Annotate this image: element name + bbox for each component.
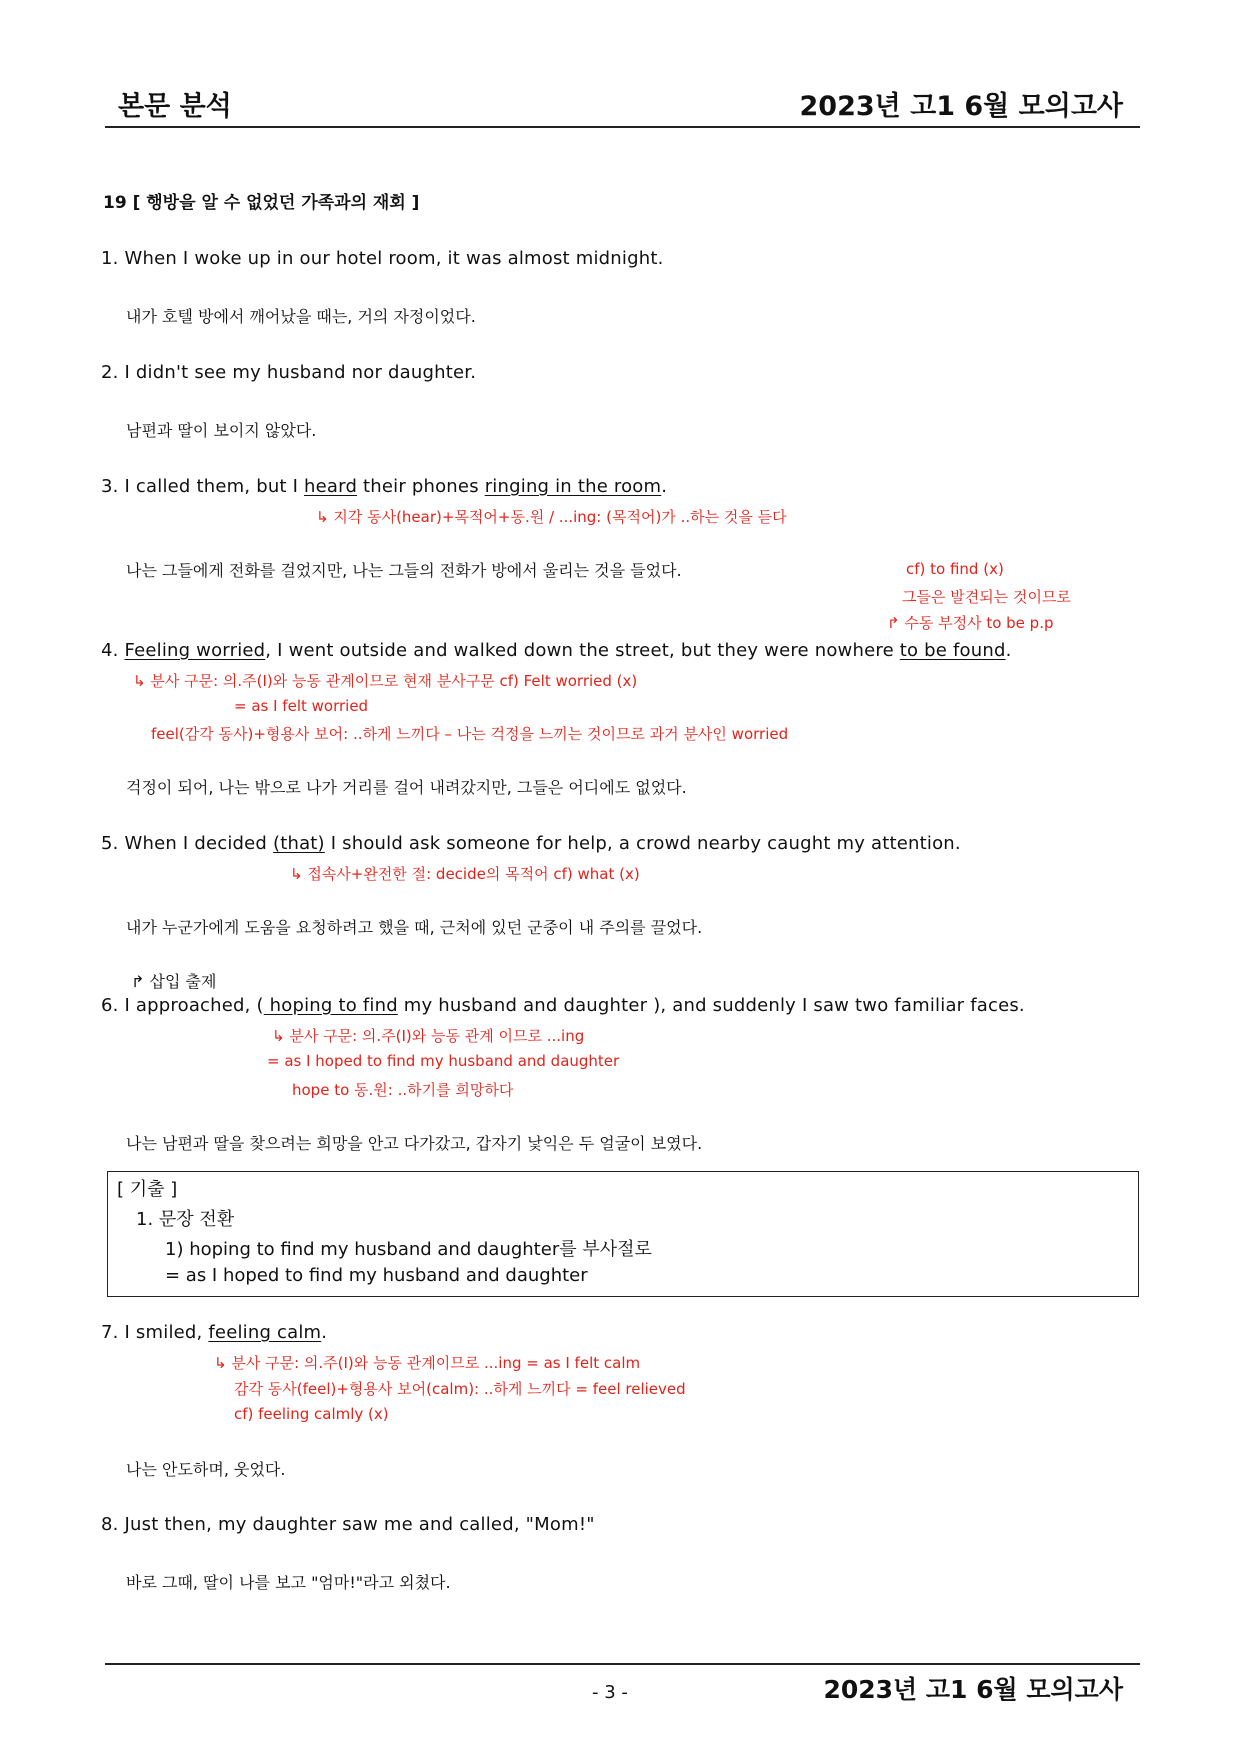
box-item: 1. 문장 전환 xyxy=(136,1209,235,1230)
side-note: cf) to find (x) xyxy=(906,560,1004,578)
grammar-note: hope to 동.원: ..하기를 희망하다 xyxy=(292,1081,514,1099)
underlined-phrase: hoping to find xyxy=(263,995,398,1016)
translation-4: 걱정이 되어, 나는 밖으로 나가 거리를 걸어 내려갔지만, 그들은 어디에도 없었다. xyxy=(126,778,687,797)
box-answer: = as I hoped to find my husband and daughter xyxy=(165,1265,588,1286)
sentence-5: 5. When I decided (that) I should ask someone for help, a crowd nearby caught my attention. xyxy=(101,833,961,854)
section-title: 19 [ 행방을 알 수 없었던 가족과의 재회 ] xyxy=(103,193,420,213)
header-title: 본문 분석 xyxy=(118,91,232,122)
translation-6: 나는 남편과 딸을 찾으려는 희망을 안고 다가갔고, 갑자기 낯익은 두 얼굴이 보였다. xyxy=(126,1134,703,1153)
grammar-note: ↳ 분사 구문: 의.주(I)와 능동 관계이므로 ...ing = as I felt calm xyxy=(214,1354,641,1372)
sentence-1: 1. When I woke up in our hotel room, it was almost midnight. xyxy=(101,248,664,269)
side-note: ↱ 수동 부정사 to be p.p xyxy=(887,614,1054,632)
underlined-phrase: feeling calm xyxy=(208,1322,322,1343)
translation-3: 나는 그들에게 전화를 걸었지만, 나는 그들의 전화가 방에서 울리는 것을 들었다. xyxy=(126,561,682,580)
translation-5: 내가 누군가에게 도움을 요청하려고 했을 때, 근처에 있던 군중이 내 주의를 끌었다. xyxy=(126,918,703,937)
grammar-note: 감각 동사(feel)+형용사 보어(calm): ..하게 느끼다 = feel relieved xyxy=(234,1380,686,1398)
grammar-note: ↳ 분사 구문: 의.주(I)와 능동 관계 이므로 ...ing xyxy=(272,1027,585,1045)
header-exam-title: 2023년 고1 6월 모의고사 xyxy=(799,91,1123,122)
translation-7: 나는 안도하며, 웃었다. xyxy=(126,1460,286,1479)
box-question: 1) hoping to find my husband and daughter를 부사절로 xyxy=(165,1239,652,1260)
box-title: [ 기출 ] xyxy=(117,1179,178,1200)
underlined-phrase: heard xyxy=(304,476,358,497)
sentence-6: 6. I approached, ( hoping to find my husband and daughter ), and suddenly I saw two familiar faces. xyxy=(101,995,1025,1016)
grammar-note: cf) feeling calmly (x) xyxy=(234,1405,389,1423)
translation-2: 남편과 딸이 보이지 않았다. xyxy=(126,421,317,440)
grammar-note: ↳ 분사 구문: 의.주(I)와 능동 관계이므로 현재 분사구문 cf) Felt worried (x) xyxy=(133,672,638,690)
underlined-phrase: ringing in the room xyxy=(484,476,662,497)
footer-exam-title: 2023년 고1 6월 모의고사 xyxy=(823,1675,1123,1704)
grammar-note: ↳ 접속사+완전한 절: decide의 목적어 cf) what (x) xyxy=(290,865,640,883)
underlined-phrase: to be found xyxy=(899,640,1006,661)
grammar-note: = as I felt worried xyxy=(234,697,369,715)
underlined-phrase: Feeling worried xyxy=(124,640,266,661)
translation-8: 바로 그때, 딸이 나를 보고 "엄마!"라고 외쳤다. xyxy=(126,1573,451,1592)
header-rule xyxy=(105,126,1140,128)
sentence-4: 4. Feeling worried, I went outside and walked down the street, but they were nowhere to be found. xyxy=(101,640,1012,661)
page-number: - 3 - xyxy=(592,1682,628,1703)
sentence-8: 8. Just then, my daughter saw me and called, "Mom!" xyxy=(101,1514,595,1535)
sentence-7: 7. I smiled, feeling calm. xyxy=(101,1322,328,1343)
past-exam-box xyxy=(107,1171,1139,1297)
grammar-note: feel(감각 동사)+형용사 보어: ..하게 느끼다 – 나는 걱정을 느끼는 것이므로 과거 분사인 worried xyxy=(151,725,789,743)
side-note: 그들은 발견되는 것이므로 xyxy=(902,588,1071,606)
underlined-phrase: (that) xyxy=(272,833,325,854)
sentence-3: 3. I called them, but I heard their phones ringing in the room. xyxy=(101,476,668,497)
grammar-note: = as I hoped to find my husband and daughter xyxy=(267,1052,620,1070)
footer-rule xyxy=(105,1663,1140,1665)
insertion-mark: ↱ 삽입 출제 xyxy=(131,972,217,991)
grammar-note: ↳ 지각 동사(hear)+목적어+동.원 / ...ing: (목적어)가 ..하는 것을 듣다 xyxy=(316,508,787,526)
sentence-2: 2. I didn't see my husband nor daughter. xyxy=(101,362,477,383)
translation-1: 내가 호텔 방에서 깨어났을 때는, 거의 자정이었다. xyxy=(126,307,476,326)
